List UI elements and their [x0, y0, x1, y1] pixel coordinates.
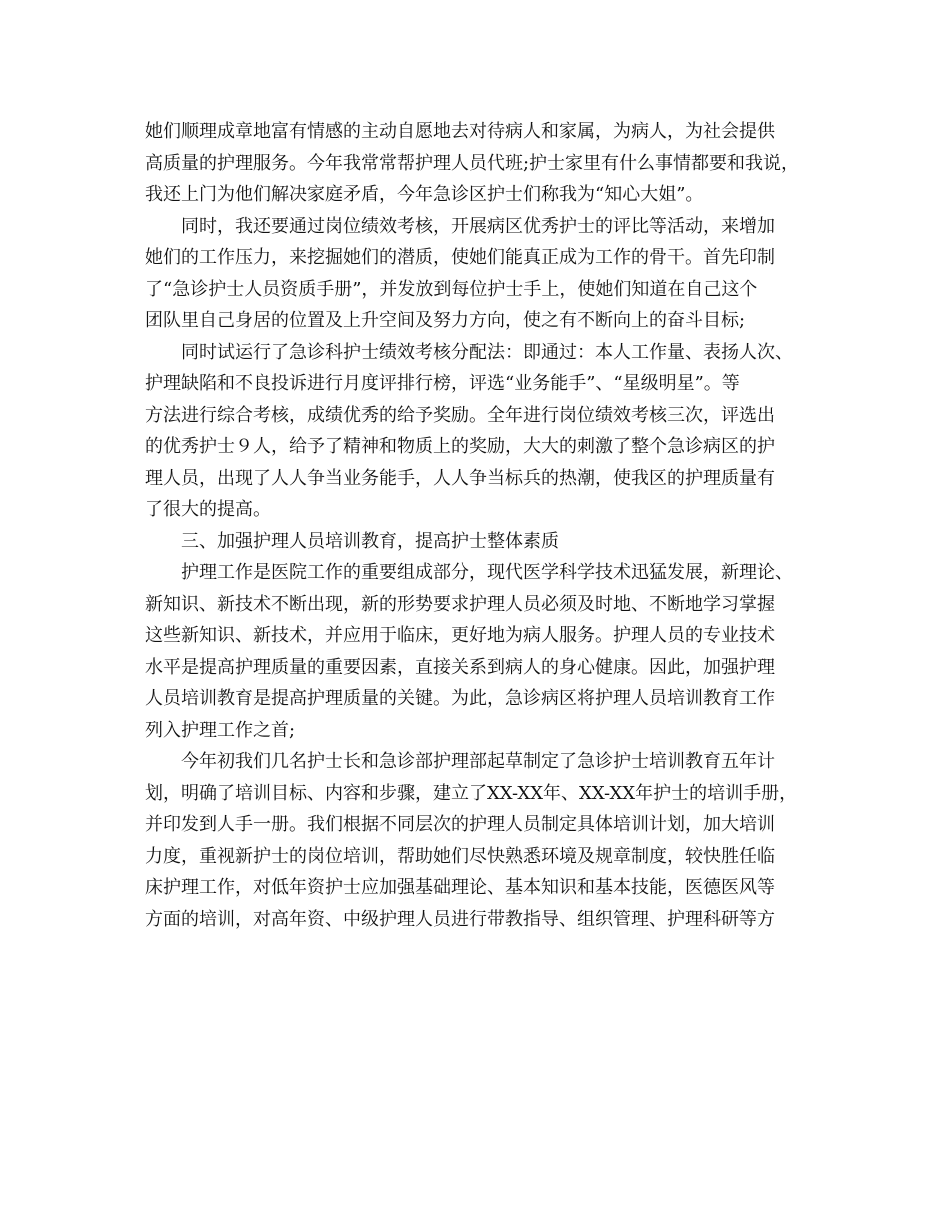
text-line: 我还上门为他们解决家庭矛盾，今年急诊区护士们称我为“知心大姐”。 — [145, 184, 704, 205]
text-line: 人员培训教育是提高护理质量的关键。为此，急诊病区将护理人员培训教育工作 — [145, 688, 775, 709]
text-line: 了很大的提高。 — [145, 499, 271, 520]
section-heading: 三、加强护理人员培训教育，提高护士整体素质 — [181, 530, 559, 552]
text-line: 划，明确了培训目标、内容和步骤，建立了XX-XX年、XX-XX年护士的培训手册， — [145, 782, 798, 804]
text-line: 这些新知识、新技术，并应用于临床，更好地为病人服务。护理人员的专业技术 — [145, 625, 775, 646]
text-line: 列入护理工作之首; — [145, 719, 296, 741]
text-line: 团队里自己身居的位置及上升空间及努力方向，使之有不断向上的奋斗目标; — [145, 310, 746, 331]
text-line: 同时试运行了急诊科护士绩效考核分配法：即通过：本人工作量、表扬人次、 — [181, 341, 793, 363]
text-line: 了“急诊护士人员资质手册”，并发放到每位护士手上，使她们知道在自己这个 — [145, 278, 758, 300]
text-line: 新知识、新技术不断出现，新的形势要求护理人员必须及时地、不断地学习掌握 — [145, 593, 775, 615]
text-line: 高质量的护理服务。今年我常常帮护理人员代班;护士家里有什么事情都要和我说， — [145, 152, 800, 174]
text-line: 方法进行综合考核，成绩优秀的给予奖励。全年进行岗位绩效考核三次，评选出 — [145, 404, 775, 426]
text-line: 护理缺陷和不良投诉进行月度评排行榜，评选“业务能手”、“星级明星”。等 — [145, 373, 740, 394]
text-line: 力度，重视新护士的岗位培训，帮助她们尽快熟悉环境及规章制度，较快胜任临 — [145, 845, 775, 867]
text-line: 水平是提高护理质量的重要因素，直接关系到病人的身心健康。因此，加强护理 — [145, 656, 775, 678]
text-line: 的优秀护士９人，给予了精神和物质上的奖励，大大的刺激了整个急诊病区的护 — [145, 436, 775, 457]
text-line: 她们顺理成章地富有情感的主动自愿地去对待病人和家属，为病人，为社会提供 — [145, 121, 775, 142]
text-line: 并印发到人手一册。我们根据不同层次的护理人员制定具体培训计划，加大培训 — [145, 814, 775, 835]
text-line: 理人员，出现了人人争当业务能手，人人争当标兵的热潮，使我区的护理质量有 — [145, 467, 775, 489]
text-line: 方面的培训，对高年资、中级护理人员进行带教指导、组织管理、护理科研等方 — [145, 908, 775, 930]
text-line: 床护理工作，对低年资护士应加强基础理论、基本知识和基本技能，医德医风等 — [145, 877, 775, 898]
text-line: 今年初我们几名护士长和急诊部护理部起草制定了急诊护士培训教育五年计 — [181, 751, 775, 772]
text-line: 护理工作是医院工作的重要组成部分，现代医学科学技术迅猛发展，新理论、 — [181, 562, 793, 583]
text-line: 她们的工作压力，来挖掘她们的潜质，使她们能真正成为工作的骨干。首先印制 — [145, 247, 775, 268]
document-body — [145, 116, 825, 935]
text-line: 同时，我还要通过岗位绩效考核，开展病区优秀护士的评比等活动，来增加 — [181, 215, 775, 237]
